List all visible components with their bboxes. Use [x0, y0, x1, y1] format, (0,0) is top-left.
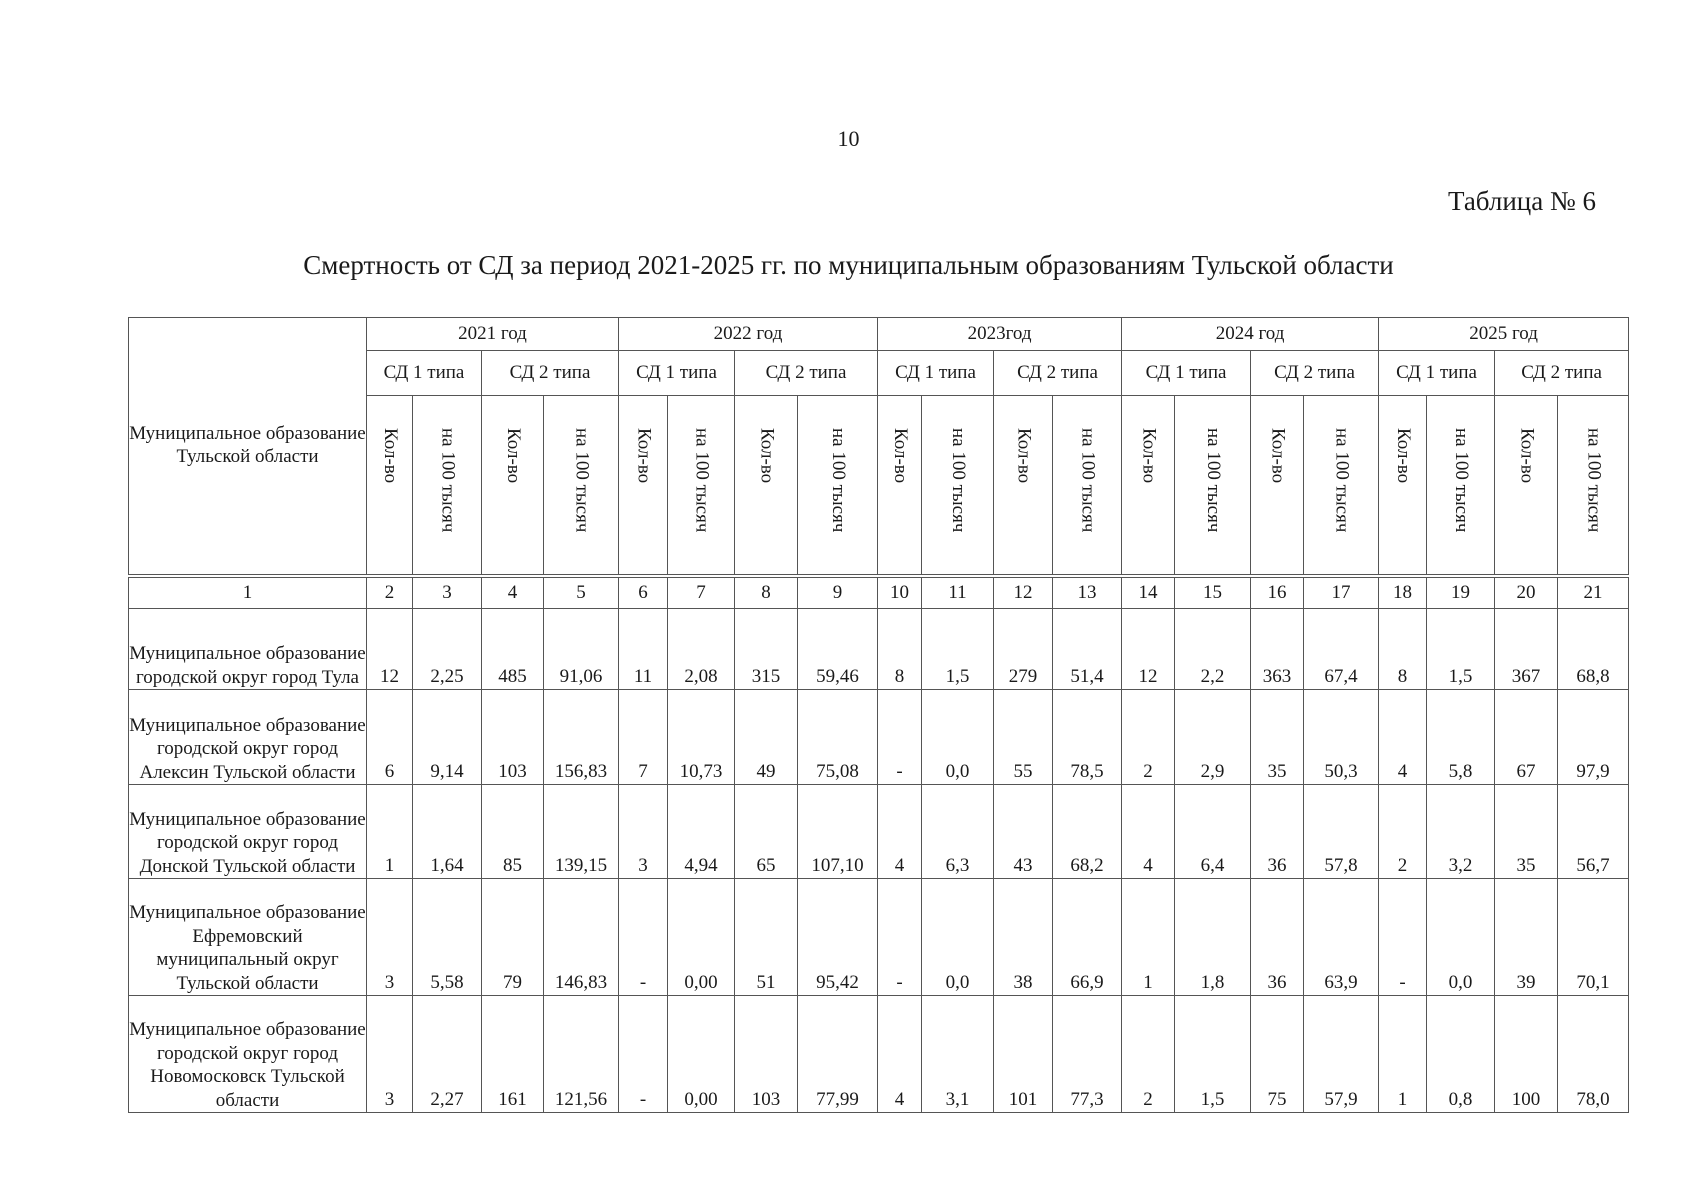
- table-cell: 59,46: [798, 609, 878, 690]
- type1-header: СД 1 типа: [1122, 351, 1251, 396]
- table-cell: 2,2: [1175, 609, 1251, 690]
- count-header-label: Кол-во: [756, 428, 778, 484]
- table-cell: 4: [1122, 785, 1175, 879]
- table-header: [128, 317, 1629, 575]
- column-number: 2: [367, 578, 413, 609]
- table-cell: 57,9: [1304, 996, 1379, 1113]
- count-header: [878, 396, 922, 575]
- table-cell: 51,4: [1053, 609, 1122, 690]
- table-cell: 9,14: [413, 690, 482, 785]
- table-cell: 363: [1251, 609, 1304, 690]
- table-cell: 0,0: [922, 879, 994, 996]
- table-cell: 75,08: [798, 690, 878, 785]
- table-cell: 51: [735, 879, 798, 996]
- table-cell: 67: [1495, 690, 1558, 785]
- count-header-label: Кол-во: [379, 428, 401, 484]
- table-cell: 101: [994, 996, 1053, 1113]
- per100k-header: [1053, 396, 1122, 575]
- table-cell: 3: [619, 785, 668, 879]
- table-cell: 0,00: [668, 996, 735, 1113]
- table-cell: 1,5: [1427, 609, 1495, 690]
- year-header: 2024 год: [1122, 318, 1379, 351]
- table-cell: 95,42: [798, 879, 878, 996]
- per100k-header-label: на 100 тысяч: [947, 428, 969, 533]
- column-number: 11: [922, 578, 994, 609]
- column-number: 18: [1379, 578, 1427, 609]
- type2-header: СД 2 типа: [994, 351, 1122, 396]
- column-number: 19: [1427, 578, 1495, 609]
- type1-header: СД 1 типа: [367, 351, 482, 396]
- type1-header: СД 1 типа: [1379, 351, 1495, 396]
- per100k-header-label: на 100 тысяч: [1202, 428, 1224, 533]
- per100k-header-label: на 100 тысяч: [691, 428, 713, 533]
- per100k-header: [1175, 396, 1251, 575]
- table-cell: 12: [367, 609, 413, 690]
- year-header: 2022 год: [619, 318, 878, 351]
- table-cell: 68,2: [1053, 785, 1122, 879]
- municipality-name: Муниципальное образование городской округ город Тула: [129, 609, 367, 690]
- table-label: Таблица № 6: [1448, 186, 1596, 216]
- table-row: [129, 879, 1629, 996]
- table-cell: 1,5: [1175, 996, 1251, 1113]
- table-row: [129, 609, 1629, 690]
- count-header: [619, 396, 668, 575]
- table-cell: 4: [1379, 690, 1427, 785]
- per100k-header-label: на 100 тысяч: [1583, 428, 1605, 533]
- per100k-header-label: на 100 тысяч: [1450, 428, 1472, 533]
- table-cell: 5,58: [413, 879, 482, 996]
- table-cell: 3: [367, 879, 413, 996]
- table-cell: -: [878, 879, 922, 996]
- table-cell: -: [619, 879, 668, 996]
- table-cell: 10,73: [668, 690, 735, 785]
- per100k-header: [798, 396, 878, 575]
- column-number: 17: [1304, 578, 1379, 609]
- table-cell: 367: [1495, 609, 1558, 690]
- data-table: [128, 577, 1629, 1113]
- count-header: [994, 396, 1053, 575]
- per100k-header: [1427, 396, 1495, 575]
- table-cell: 5,8: [1427, 690, 1495, 785]
- table-cell: 11: [619, 609, 668, 690]
- page-number: 10: [837, 126, 860, 151]
- table-cell: 3: [367, 996, 413, 1113]
- year-header: 2023год: [878, 318, 1122, 351]
- table-cell: 91,06: [544, 609, 619, 690]
- table-cell: 121,56: [544, 996, 619, 1113]
- table-row: [129, 785, 1629, 879]
- table-cell: 2: [1122, 690, 1175, 785]
- per100k-header: [1304, 396, 1379, 575]
- count-header: [1251, 396, 1304, 575]
- column-number: 6: [619, 578, 668, 609]
- type1-header: СД 1 типа: [619, 351, 735, 396]
- column-number: 14: [1122, 578, 1175, 609]
- per100k-header-label: на 100 тысяч: [437, 428, 459, 533]
- type2-header: СД 2 типа: [1251, 351, 1379, 396]
- table-cell: 139,15: [544, 785, 619, 879]
- table-cell: 6,4: [1175, 785, 1251, 879]
- table-cell: 1: [1122, 879, 1175, 996]
- table-cell: 55: [994, 690, 1053, 785]
- table-cell: 67,4: [1304, 609, 1379, 690]
- table-cell: 0,00: [668, 879, 735, 996]
- page-title: Смертность от СД за период 2021-2025 гг. по муниципальным образованиям Тульской области: [303, 250, 1394, 280]
- column-number: 10: [878, 578, 922, 609]
- table-cell: 36: [1251, 879, 1304, 996]
- table-cell: 156,83: [544, 690, 619, 785]
- count-header-label: Кол-во: [1267, 428, 1289, 484]
- column-number: 12: [994, 578, 1053, 609]
- table-cell: 0,0: [1427, 879, 1495, 996]
- table-cell: 77,99: [798, 996, 878, 1113]
- count-header-label: Кол-во: [502, 428, 524, 484]
- table-cell: 1: [1379, 996, 1427, 1113]
- per100k-header-label: на 100 тысяч: [827, 428, 849, 533]
- type2-header: СД 2 типа: [735, 351, 878, 396]
- count-header: [367, 396, 413, 575]
- count-header-label: Кол-во: [633, 428, 655, 484]
- table-cell: 6: [367, 690, 413, 785]
- table-cell: 39: [1495, 879, 1558, 996]
- table-cell: 35: [1251, 690, 1304, 785]
- type2-header: СД 2 типа: [1495, 351, 1629, 396]
- table-cell: 38: [994, 879, 1053, 996]
- table-cell: 1,8: [1175, 879, 1251, 996]
- table-cell: 3,2: [1427, 785, 1495, 879]
- table-cell: 70,1: [1558, 879, 1629, 996]
- year-header: 2021 год: [367, 318, 619, 351]
- column-number: 15: [1175, 578, 1251, 609]
- table-cell: 107,10: [798, 785, 878, 879]
- table-cell: 78,5: [1053, 690, 1122, 785]
- table-cell: 2: [1122, 996, 1175, 1113]
- table-cell: 85: [482, 785, 544, 879]
- table-row: [129, 690, 1629, 785]
- per100k-header: [922, 396, 994, 575]
- table-cell: 161: [482, 996, 544, 1113]
- column-number: 1: [129, 578, 367, 609]
- type2-header: СД 2 типа: [482, 351, 619, 396]
- table-cell: 146,83: [544, 879, 619, 996]
- table-cell: 2,08: [668, 609, 735, 690]
- table-cell: 78,0: [1558, 996, 1629, 1113]
- table-cell: 63,9: [1304, 879, 1379, 996]
- table-cell: 4: [878, 996, 922, 1113]
- column-number: 9: [798, 578, 878, 609]
- table-cell: 485: [482, 609, 544, 690]
- table-cell: 75: [1251, 996, 1304, 1113]
- municipality-header: Муниципальное образование Тульской области: [129, 318, 367, 575]
- count-header-label: Кол-во: [1516, 428, 1538, 484]
- table-cell: 6,3: [922, 785, 994, 879]
- table-cell: 2,9: [1175, 690, 1251, 785]
- table-cell: 103: [735, 996, 798, 1113]
- table-cell: 279: [994, 609, 1053, 690]
- per100k-header: [1558, 396, 1629, 575]
- per100k-header: [413, 396, 482, 575]
- column-number: 7: [668, 578, 735, 609]
- count-header: [1122, 396, 1175, 575]
- column-number: 13: [1053, 578, 1122, 609]
- column-number: 5: [544, 578, 619, 609]
- table-cell: 50,3: [1304, 690, 1379, 785]
- municipality-name: Муниципальное образование городской округ город Донской Тульской области: [129, 785, 367, 879]
- table-cell: -: [878, 690, 922, 785]
- per100k-header: [668, 396, 735, 575]
- column-number: 21: [1558, 578, 1629, 609]
- table-cell: 36: [1251, 785, 1304, 879]
- table-cell: 2,27: [413, 996, 482, 1113]
- table-cell: -: [1379, 879, 1427, 996]
- per100k-header-label: на 100 тысяч: [1331, 428, 1353, 533]
- table-cell: 66,9: [1053, 879, 1122, 996]
- table-cell: 1,64: [413, 785, 482, 879]
- column-number: 16: [1251, 578, 1304, 609]
- count-header: [735, 396, 798, 575]
- table-cell: 4: [878, 785, 922, 879]
- table-cell: 8: [878, 609, 922, 690]
- table-cell: 0,8: [1427, 996, 1495, 1113]
- municipality-name: Муниципальное образование Ефремовский муниципальный округ Тульской области: [129, 879, 367, 996]
- type1-header: СД 1 типа: [878, 351, 994, 396]
- per100k-header: [544, 396, 619, 575]
- table-cell: 68,8: [1558, 609, 1629, 690]
- table-cell: 4,94: [668, 785, 735, 879]
- table-cell: 1: [367, 785, 413, 879]
- table-cell: 77,3: [1053, 996, 1122, 1113]
- count-header-label: Кол-во: [1138, 428, 1160, 484]
- per100k-header-label: на 100 тысяч: [571, 428, 593, 533]
- count-header: [482, 396, 544, 575]
- table-cell: 0,0: [922, 690, 994, 785]
- count-header: [1379, 396, 1427, 575]
- column-number: 20: [1495, 578, 1558, 609]
- table-cell: -: [619, 996, 668, 1113]
- table-cell: 35: [1495, 785, 1558, 879]
- table-cell: 100: [1495, 996, 1558, 1113]
- column-number: 3: [413, 578, 482, 609]
- table-cell: 12: [1122, 609, 1175, 690]
- table-cell: 3,1: [922, 996, 994, 1113]
- count-header-label: Кол-во: [1013, 428, 1035, 484]
- table-cell: 43: [994, 785, 1053, 879]
- table-cell: 56,7: [1558, 785, 1629, 879]
- table-cell: 57,8: [1304, 785, 1379, 879]
- table-row: [129, 996, 1629, 1113]
- count-header: [1495, 396, 1558, 575]
- municipality-name: Муниципальное образование городской округ город Алексин Тульской области: [129, 690, 367, 785]
- table-cell: 2: [1379, 785, 1427, 879]
- table-cell: 49: [735, 690, 798, 785]
- table-cell: 79: [482, 879, 544, 996]
- count-header-label: Кол-во: [889, 428, 911, 484]
- table-cell: 315: [735, 609, 798, 690]
- municipality-name: Муниципальное образование городской округ город Новомосковск Тульской области: [129, 996, 367, 1113]
- table-cell: 103: [482, 690, 544, 785]
- table-cell: 2,25: [413, 609, 482, 690]
- column-number: 4: [482, 578, 544, 609]
- table-cell: 97,9: [1558, 690, 1629, 785]
- table-cell: 65: [735, 785, 798, 879]
- table-cell: 1,5: [922, 609, 994, 690]
- table-cell: 7: [619, 690, 668, 785]
- table-cell: 8: [1379, 609, 1427, 690]
- year-header: 2025 год: [1379, 318, 1629, 351]
- per100k-header-label: на 100 тысяч: [1077, 428, 1099, 533]
- count-header-label: Кол-во: [1392, 428, 1414, 484]
- column-number: 8: [735, 578, 798, 609]
